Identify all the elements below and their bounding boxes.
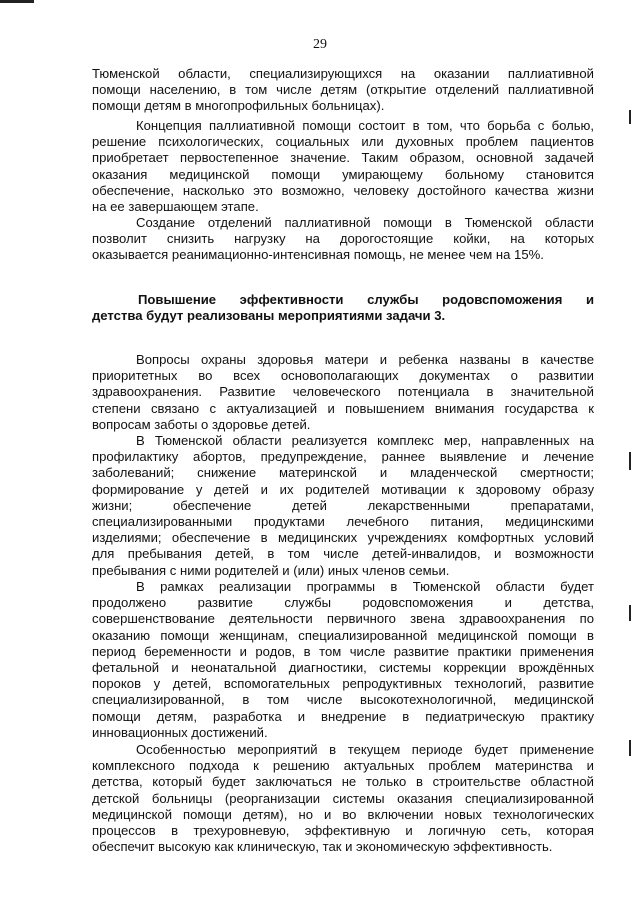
text-line: детства, который будет заключаться не только в строительстве областной xyxy=(92,774,594,790)
text-line: помощи населению, в том числе детям (открытие отделений паллиативной xyxy=(92,82,594,98)
paragraph xyxy=(92,352,594,433)
scan-artifact-right-edge-3 xyxy=(629,605,631,621)
text-line: продолжено развитие службы родовспоможения и детства, xyxy=(92,595,594,611)
paragraph xyxy=(92,66,594,115)
text-line: приоритетных во всех основополагающих документах о развитии xyxy=(92,368,594,384)
text-line: обеспечение, насколько это возможно, человеку достойного качества жизни xyxy=(92,182,594,198)
text-line: помощи детям, разработка и внедрение в педиатрическую практику xyxy=(92,708,594,724)
text-line: специализированной, в том числе высокотехнологичной, медицинской xyxy=(92,692,594,708)
paragraph xyxy=(92,215,594,264)
text-line: профилактику абортов, предупреждение, раннее выявление и лечение xyxy=(92,449,594,465)
text-line: Особенностью мероприятий в текущем периоде будет применение xyxy=(136,742,594,757)
heading-line: Повышение эффективности службы родовспоможения и xyxy=(138,292,594,307)
text-line: Создание отделений паллиативной помощи в Тюменской области xyxy=(136,215,594,230)
text-line: период беременности и родов, в том числе развитие практики применения xyxy=(92,643,594,659)
text-line: В Тюменской области реализуется комплекс мер, направленных на xyxy=(136,433,594,448)
text-line: Вопросы охраны здоровья матери и ребенка названы в качестве xyxy=(136,352,594,367)
heading-line: детства будут реализованы мероприятиями задачи 3. xyxy=(92,308,446,324)
text-line: фетальной и неонатальной диагностики, системы коррекции врождённых xyxy=(92,659,594,675)
text-line: комплексного подхода к решению актуальных проблем материнства и xyxy=(92,758,594,774)
text-line: специализированными продуктами лечебного питания, медицинскими xyxy=(92,513,594,529)
text-line: жизни; обеспечение детей лекарственными препаратами, xyxy=(92,497,594,513)
text-line: решение психологических, социальных или духовных проблем пациентов xyxy=(92,134,594,150)
text-line: формирование у детей и их родителей мотивации к здоровому образу xyxy=(92,481,594,497)
text-line: медицинской помощи детям), но и во включении новых технологических xyxy=(92,806,594,822)
scan-artifact-right-edge-4 xyxy=(629,740,631,756)
text-line: степени связано с актуализацией и повышением внимания государства к xyxy=(92,400,594,416)
text-line: Концепция паллиативной помощи состоит в том, что борьба с болью, xyxy=(136,118,594,133)
scan-artifact-top-left xyxy=(0,0,34,3)
text-line: Тюменской области, специализирующихся на оказании паллиативной xyxy=(92,66,594,81)
scan-artifact-right-edge-1 xyxy=(629,110,631,124)
text-line: заболеваний; снижение материнской и младенческой смертности; xyxy=(92,465,594,481)
text-line: оказания медицинской помощи умирающему больному становится xyxy=(92,166,594,182)
text-line: инновационных достижений. xyxy=(92,724,268,740)
text-line: изделиями; обеспечение в медицинских учреждениях комфортных условий xyxy=(92,530,594,546)
text-line: приобретает первостепенное значение. Таким образом, основной задачей xyxy=(92,150,594,166)
text-line: обеспечит высокую как клиническую, так и экономическую эффективность. xyxy=(92,839,553,855)
text-line: оказывается реанимационно-интенсивная помощь, не менее чем на 15%. xyxy=(92,247,544,263)
text-line: пребывания с ними родителей и (или) иных членов семьи. xyxy=(92,562,450,578)
text-line: оказанию помощи женщинам, специализированной медицинской помощи в xyxy=(92,627,594,643)
text-line: здравоохранения. Развитие человеческого потенциала в значительной xyxy=(92,384,594,400)
text-line: на ее завершающем этапе. xyxy=(92,198,259,214)
text-line: процессов в трехуровневую, эффективную и логичную сеть, которая xyxy=(92,822,594,838)
text-line: помощи детям в многопрофильных больницах). xyxy=(92,98,385,114)
paragraph xyxy=(92,433,594,579)
text-line: В рамках реализации программы в Тюменской области будет xyxy=(136,579,594,594)
page-number: 29 xyxy=(313,37,327,52)
text-line: позволит снизить нагрузку на дорогостоящие койки, на которых xyxy=(92,231,594,247)
paragraph xyxy=(92,742,594,855)
text-line: для пребывания детей, в том числе детей-инвалидов, и возможности xyxy=(92,546,594,562)
section-heading xyxy=(92,292,594,324)
text-line: совершенствование деятельности первичного звена здравоохранения по xyxy=(92,611,594,627)
paragraph xyxy=(92,118,594,215)
scan-artifact-right-edge-2 xyxy=(629,452,631,470)
text-line: детской больницы (реорганизации системы оказания специализированной xyxy=(92,790,594,806)
text-line: вопросам заботы о здоровье детей. xyxy=(92,416,311,432)
text-line: пороков у детей, вспомогательных репродуктивных технологий, развитие xyxy=(92,676,594,692)
paragraph xyxy=(92,579,594,741)
